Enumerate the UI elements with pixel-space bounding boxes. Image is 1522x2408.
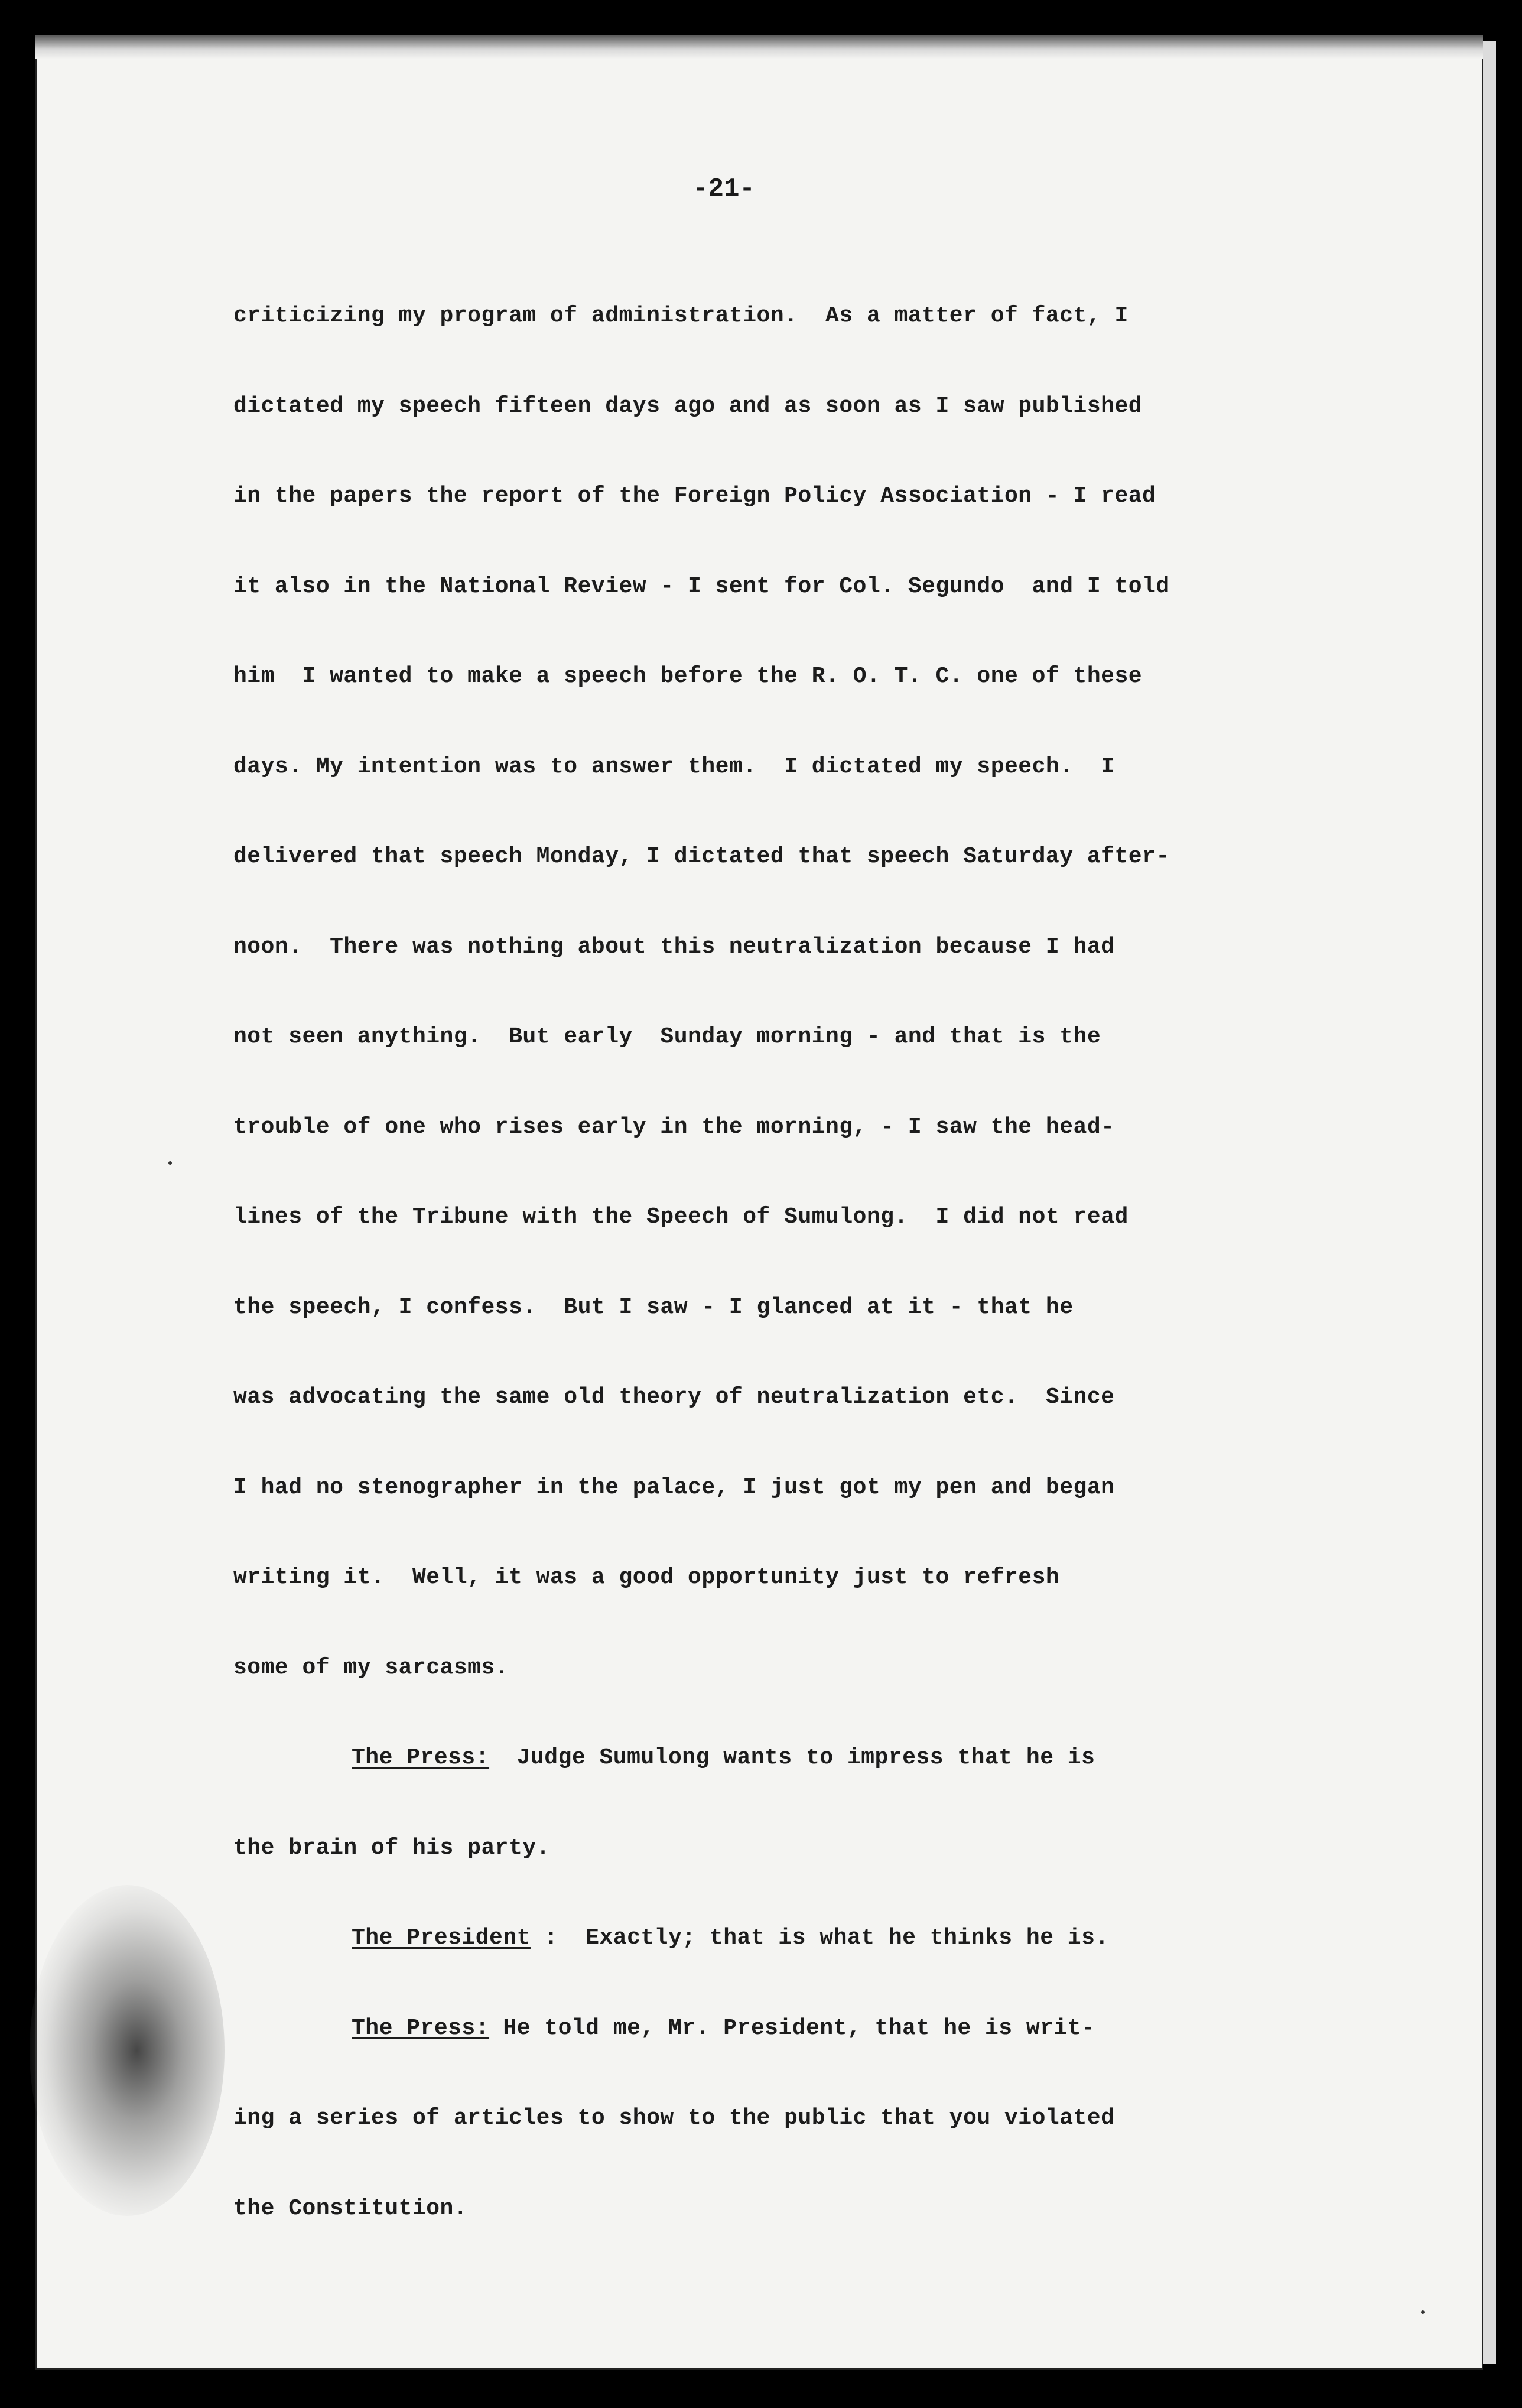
text-line: was advocating the same old theory of neutralization etc. Since	[233, 1385, 1115, 1410]
text-line: in the papers the report of the Foreign Policy Association - I read	[233, 483, 1156, 509]
speaker-label: The Press:	[352, 2015, 490, 2041]
dust-speck	[168, 1161, 172, 1165]
text-line: ing a series of articles to show to the public that you violated	[233, 2105, 1115, 2131]
text-line: trouble of one who rises early in the morning, - I saw the head-	[233, 1114, 1115, 1140]
dialogue-text: He told me, Mr. President, that he is writ-	[489, 2015, 1095, 2041]
ink-smudge	[30, 1885, 225, 2216]
text-line: lines of the Tribune with the Speech of Sumulong. I did not read	[233, 1204, 1129, 1230]
dust-speck	[1421, 2310, 1425, 2314]
dialogue-line	[233, 2011, 1386, 2101]
dialogue-line	[233, 1920, 1386, 2011]
dialogue-text: Judge Sumulong wants to impress that he is	[489, 1745, 1095, 1770]
text-line: the brain of his party.	[233, 1835, 550, 1861]
text-line: criticizing my program of administration. As a matter of fact, I	[233, 303, 1129, 329]
text-line: noon. There was nothing about this neutralization because I had	[233, 934, 1115, 960]
speaker-label: The Press:	[352, 1745, 490, 1770]
text-line: I had no stenographer in the palace, I just got my pen and began	[233, 1474, 1115, 1500]
text-line: writing it. Well, it was a good opportunity just to refresh	[233, 1565, 1060, 1590]
page-number: -21-	[692, 174, 755, 204]
page-top-shadow	[35, 35, 1483, 59]
text-line: days. My intention was to answer them. I dictated my speech. I	[233, 753, 1115, 779]
text-line: dictated my speech fifteen days ago and as soon as I saw published	[233, 393, 1143, 419]
dialogue-line	[233, 1740, 1386, 1831]
speaker-label: The President	[352, 1925, 531, 1951]
document-body	[233, 298, 1386, 2281]
text-line: not seen anything. But early Sunday morning - and that is the	[233, 1024, 1101, 1049]
text-line: him I wanted to make a speech before the R. O. T. C. one of these	[233, 664, 1143, 689]
text-line: delivered that speech Monday, I dictated that speech Saturday after-	[233, 844, 1170, 869]
text-line: the Constitution.	[233, 2195, 468, 2221]
text-line: some of my sarcasms.	[233, 1655, 509, 1681]
text-line: the speech, I confess. But I saw - I glanced at it - that he	[233, 1294, 1074, 1320]
text-line: it also in the National Review - I sent for Col. Segundo and I told	[233, 573, 1170, 599]
dialogue-text: : Exactly; that is what he thinks he is.	[530, 1925, 1109, 1951]
